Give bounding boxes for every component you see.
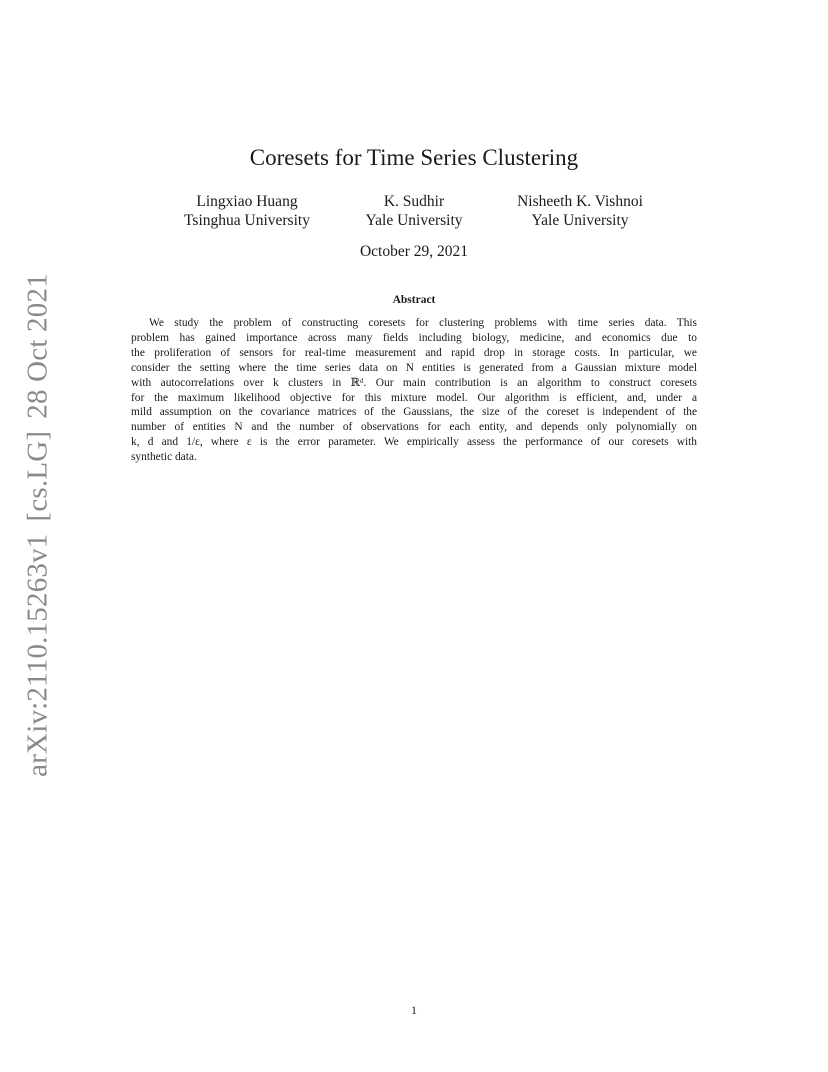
paper-title: Coresets for Time Series Clustering xyxy=(249,145,579,170)
arxiv-category: [cs.LG] xyxy=(21,430,54,522)
author-name: K. Sudhir xyxy=(383,193,445,210)
abstract-line: problem has gained importance across many fields including biology, medicine, and economics due to xyxy=(131,331,697,344)
author-name: Lingxiao Huang xyxy=(196,193,298,210)
author-affiliation: Tsinghua University xyxy=(184,212,310,229)
abstract-line: the proliferation of sensors for real-time measurement and rapid drop in storage costs. In particular, we xyxy=(131,346,697,359)
arxiv-id: arXiv:2110.15263v1 xyxy=(21,533,54,777)
paper-date: October 29, 2021 xyxy=(359,243,469,260)
abstract-line: synthetic data. xyxy=(131,451,197,464)
abstract-line: for the maximum likelihood objective for this mixture model. Our algorithm is efficient, and, under a xyxy=(131,391,697,404)
arxiv-identifier-stamp xyxy=(22,267,55,783)
abstract-line: k, d and 1/ε, where ε is the error parameter. We empirically assess the performance of our coresets with xyxy=(131,436,697,449)
abstract-line: consider the setting where the time series data on N entities is generated from a Gaussian mixture model xyxy=(131,361,697,374)
author-entry xyxy=(356,192,472,230)
abstract-line: We study the problem of constructing coresets for clustering problems with time series data. This xyxy=(149,317,697,329)
author-affiliation: Yale University xyxy=(365,212,463,229)
author-entry xyxy=(176,192,318,230)
author-entry xyxy=(504,192,656,230)
abstract-heading: Abstract xyxy=(392,294,436,306)
abstract-line: number of entities N and the number of observations for each entity, and depends only polynomially on xyxy=(131,421,697,434)
author-name: Nisheeth K. Vishnoi xyxy=(517,193,643,210)
abstract-line: mild assumption on the covariance matrices of the Gaussians, the size of the coreset is independent of the xyxy=(131,406,697,419)
abstract-body xyxy=(131,316,697,465)
abstract-line: with autocorrelations over k clusters in ℝᵈ. Our main contribution is an algorithm to construct coresets xyxy=(131,376,697,389)
author-affiliation: Yale University xyxy=(531,212,629,229)
arxiv-date: 28 Oct 2021 xyxy=(21,273,54,419)
page-number: 1 xyxy=(411,1003,417,1017)
